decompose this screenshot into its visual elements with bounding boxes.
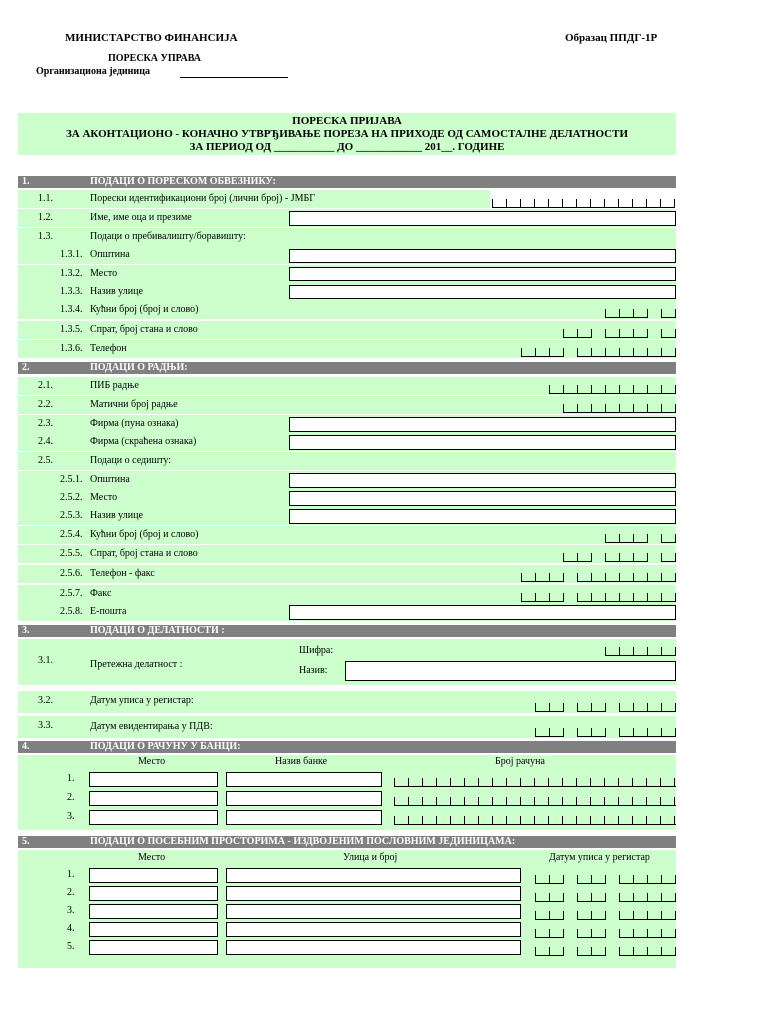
row-label: Е-пошта <box>90 606 127 617</box>
row-number: 2.5.4. <box>60 529 83 540</box>
row-number: 3.1. <box>38 655 53 666</box>
branch-row-number: 2. <box>67 887 75 898</box>
row-label: Подаци о седишту: <box>90 455 172 466</box>
branch-month-field[interactable] <box>577 875 606 884</box>
row-label: Место <box>90 268 118 279</box>
row-number: 3.2. <box>38 695 53 706</box>
row-number: 1.3.6. <box>60 343 83 354</box>
vat-month-field[interactable] <box>577 728 606 737</box>
section-title: ПОДАЦИ О ПОСЕБНИМ ПРОСТОРИМА - ИЗДВОЈЕНИМ ПОСЛОВНИМ ЈЕДИНИЦАМА: <box>90 836 516 847</box>
activity-name-field[interactable] <box>345 661 676 681</box>
col-street: Улица и број <box>343 852 398 863</box>
row-label: Спрат, број стана и слово <box>90 548 198 559</box>
row-label: Матични број радње <box>90 399 178 410</box>
branch-year-field[interactable] <box>619 875 676 884</box>
row-number: 2.5.8. <box>60 606 83 617</box>
section-1-header <box>18 176 676 188</box>
section-2-header <box>18 362 676 374</box>
row-label: Телефон <box>90 343 127 354</box>
row-label: Фирма (скраћена ознака) <box>90 436 197 447</box>
house-letter-field[interactable] <box>661 309 676 318</box>
col-place: Место <box>138 852 166 863</box>
col-bank-name: Назив банке <box>275 756 328 767</box>
branch-day-field[interactable] <box>535 929 564 938</box>
house-number-field[interactable] <box>605 309 648 318</box>
municipality-field[interactable] <box>289 249 676 263</box>
branch-day-field[interactable] <box>535 893 564 902</box>
code-label: Шифра: <box>299 645 334 656</box>
branch-place-field[interactable] <box>89 904 218 919</box>
row-label: Факс <box>90 588 112 599</box>
row-number: 2.3. <box>38 418 53 429</box>
apartment-letter-field[interactable] <box>661 329 676 338</box>
row-number: 2.2. <box>38 399 53 410</box>
branch-year-field[interactable] <box>619 947 676 956</box>
row-label: Датум уписа у регистар: <box>90 695 194 706</box>
row-number: 2.5.6. <box>60 568 83 579</box>
branch-place-field[interactable] <box>89 868 218 883</box>
phone-prefix-field[interactable] <box>521 348 564 357</box>
col-registration-date: Датум уписа у регистар <box>549 852 650 863</box>
row-2-5 <box>18 452 676 470</box>
full-name-field[interactable] <box>289 211 676 226</box>
activity-code-field[interactable] <box>605 647 676 656</box>
company-short-name-field[interactable] <box>289 435 676 450</box>
title-line2: ЗА АКОНТАЦИОНО - КОНАЧНО УТВРЂИВАЊЕ ПОРЕЗА НА ПРИХОДЕ ОД САМОСТАЛНЕ ДЕЛАТНОСТИ <box>65 128 628 140</box>
row-label: Спрат, број стана и слово <box>90 324 198 335</box>
bank-place-field[interactable] <box>89 791 218 806</box>
row-number: 1.3.2. <box>60 268 83 279</box>
phone-field[interactable] <box>577 348 676 357</box>
fax-field[interactable] <box>577 593 676 602</box>
bank-row-number: 3. <box>67 811 75 822</box>
row-label: Фирма (пуна ознака) <box>90 418 179 429</box>
place-field[interactable] <box>289 267 676 281</box>
row-number: 3.3. <box>38 720 53 731</box>
street-field[interactable] <box>289 285 676 299</box>
row-label: Датум евидентирања у ПДВ: <box>90 721 213 732</box>
row-label: Кућни број (број и слово) <box>90 529 199 540</box>
jmbg-field[interactable] <box>492 199 675 208</box>
row-number: 1.3.1. <box>60 249 83 260</box>
row-1-3-4 <box>18 301 676 319</box>
section-number: 5. <box>22 836 30 847</box>
org-unit-line[interactable] <box>180 77 288 78</box>
row-number: 1.3.3. <box>60 286 83 297</box>
fax-prefix-field[interactable] <box>521 593 564 602</box>
branch-street-field[interactable] <box>226 904 521 919</box>
branch-row-number: 3. <box>67 905 75 916</box>
branch-year-field[interactable] <box>619 929 676 938</box>
branch-place-field[interactable] <box>89 886 218 901</box>
row-label: Назив улице <box>90 510 143 521</box>
row-number: 2.5.7. <box>60 588 83 599</box>
hq-house-number-field[interactable] <box>605 534 648 543</box>
hq-phone-prefix-field[interactable] <box>521 573 564 582</box>
section-title: ПОДАЦИ О РАДЊИ: <box>90 362 188 373</box>
branch-day-field[interactable] <box>535 911 564 920</box>
bank-row-number: 2. <box>67 792 75 803</box>
hq-municipality-field[interactable] <box>289 473 676 488</box>
title-block <box>18 113 676 155</box>
hq-floor-field[interactable] <box>563 553 592 562</box>
row-label: Телефон - факс <box>90 568 155 579</box>
row-label: Општина <box>90 474 130 485</box>
apartment-field[interactable] <box>605 329 648 338</box>
ministry-name: МИНИСТАРСТВО ФИНАНСИЈА <box>65 32 238 44</box>
section-title: ПОДАЦИ О ПОРЕСКОМ ОБВЕЗНИКУ: <box>90 176 276 187</box>
branch-street-field[interactable] <box>226 868 521 883</box>
row-number: 2.5.5. <box>60 548 83 559</box>
company-full-name-field[interactable] <box>289 417 676 432</box>
col-account-number: Број рачуна <box>495 756 545 767</box>
title-line3: ЗА ПЕРИОД ОД ___________ ДО ____________ 201__. ГОДИНЕ <box>189 141 505 153</box>
vat-year-field[interactable] <box>619 728 676 737</box>
bank-account-field[interactable] <box>394 816 676 825</box>
col-place: Место <box>138 756 166 767</box>
bank-row-number: 1. <box>67 773 75 784</box>
hq-street-field[interactable] <box>289 509 676 524</box>
row-number: 2.4. <box>38 436 53 447</box>
branch-row-number: 4. <box>67 923 75 934</box>
section-number: 3. <box>22 625 30 636</box>
row-number: 1.2. <box>38 212 53 223</box>
form-code: Образац ППДГ-1Р <box>565 32 658 44</box>
branch-year-field[interactable] <box>619 911 676 920</box>
section-number: 1. <box>22 176 30 187</box>
shop-registry-number-field[interactable] <box>563 404 676 413</box>
registration-year-field[interactable] <box>619 703 676 712</box>
name-label: Назив: <box>299 665 328 676</box>
row-label: Порески идентификациони број (лични број) - ЈМБГ <box>90 193 315 204</box>
section-title: ПОДАЦИ О ДЕЛАТНОСТИ : <box>90 625 225 636</box>
hq-apartment-letter-field[interactable] <box>661 553 676 562</box>
row-number: 1.3. <box>38 231 53 242</box>
row-number: 1.1. <box>38 193 53 204</box>
shop-pib-field[interactable] <box>549 385 676 394</box>
bank-name-field[interactable] <box>226 772 382 787</box>
vat-day-field[interactable] <box>535 728 564 737</box>
branch-month-field[interactable] <box>577 947 606 956</box>
branch-place-field[interactable] <box>89 922 218 937</box>
section-number: 4. <box>22 741 30 752</box>
tax-administration: ПОРЕСКА УПРАВА <box>108 53 201 64</box>
hq-place-field[interactable] <box>289 491 676 506</box>
row-label: Име, име оца и презиме <box>90 212 192 223</box>
section-5-header <box>18 836 676 848</box>
branch-month-field[interactable] <box>577 911 606 920</box>
row-label: Место <box>90 492 118 503</box>
row-number: 2.5.2. <box>60 492 83 503</box>
hq-apartment-field[interactable] <box>605 553 648 562</box>
hq-phone-field[interactable] <box>577 573 676 582</box>
section-title: ПОДАЦИ О РАЧУНУ У БАНЦИ: <box>90 741 241 752</box>
row-number: 1.3.4. <box>60 304 83 315</box>
bank-place-field[interactable] <box>89 810 218 825</box>
row-number: 2.1. <box>38 380 53 391</box>
email-field[interactable] <box>289 605 676 620</box>
branch-street-field[interactable] <box>226 922 521 937</box>
branch-place-field[interactable] <box>89 940 218 955</box>
row-2-5-4 <box>18 526 676 544</box>
row-1-3 <box>18 228 676 246</box>
row-label: ПИБ радње <box>90 380 139 391</box>
section-4-header <box>18 741 676 753</box>
registration-month-field[interactable] <box>577 703 606 712</box>
bank-account-field[interactable] <box>394 778 676 787</box>
branch-street-field[interactable] <box>226 940 521 955</box>
bank-account-field[interactable] <box>394 797 676 806</box>
section-number: 2. <box>22 362 30 373</box>
branch-day-field[interactable] <box>535 947 564 956</box>
bank-name-field[interactable] <box>226 791 382 806</box>
section-3-header <box>18 625 676 637</box>
branch-row-number: 1. <box>67 869 75 880</box>
row-label: Кућни број (број и слово) <box>90 304 199 315</box>
branch-month-field[interactable] <box>577 929 606 938</box>
org-unit-label: Организациона јединица <box>36 66 150 77</box>
row-number: 1.3.5. <box>60 324 83 335</box>
branch-year-field[interactable] <box>619 893 676 902</box>
row-label: Назив улице <box>90 286 143 297</box>
bank-name-field[interactable] <box>226 810 382 825</box>
hq-house-letter-field[interactable] <box>661 534 676 543</box>
floor-field[interactable] <box>563 329 592 338</box>
row-label: Општина <box>90 249 130 260</box>
branch-street-field[interactable] <box>226 886 521 901</box>
registration-day-field[interactable] <box>535 703 564 712</box>
row-number: 2.5.1. <box>60 474 83 485</box>
bank-place-field[interactable] <box>89 772 218 787</box>
row-number: 2.5.3. <box>60 510 83 521</box>
branch-month-field[interactable] <box>577 893 606 902</box>
row-label: Подаци о пребивалишту/боравишту: <box>90 231 246 242</box>
branch-row-number: 5. <box>67 941 75 952</box>
row-number: 2.5. <box>38 455 53 466</box>
row-label: Претежна делатност : <box>90 659 183 670</box>
branch-day-field[interactable] <box>535 875 564 884</box>
title-line1: ПОРЕСКА ПРИЈАВА <box>292 115 402 127</box>
